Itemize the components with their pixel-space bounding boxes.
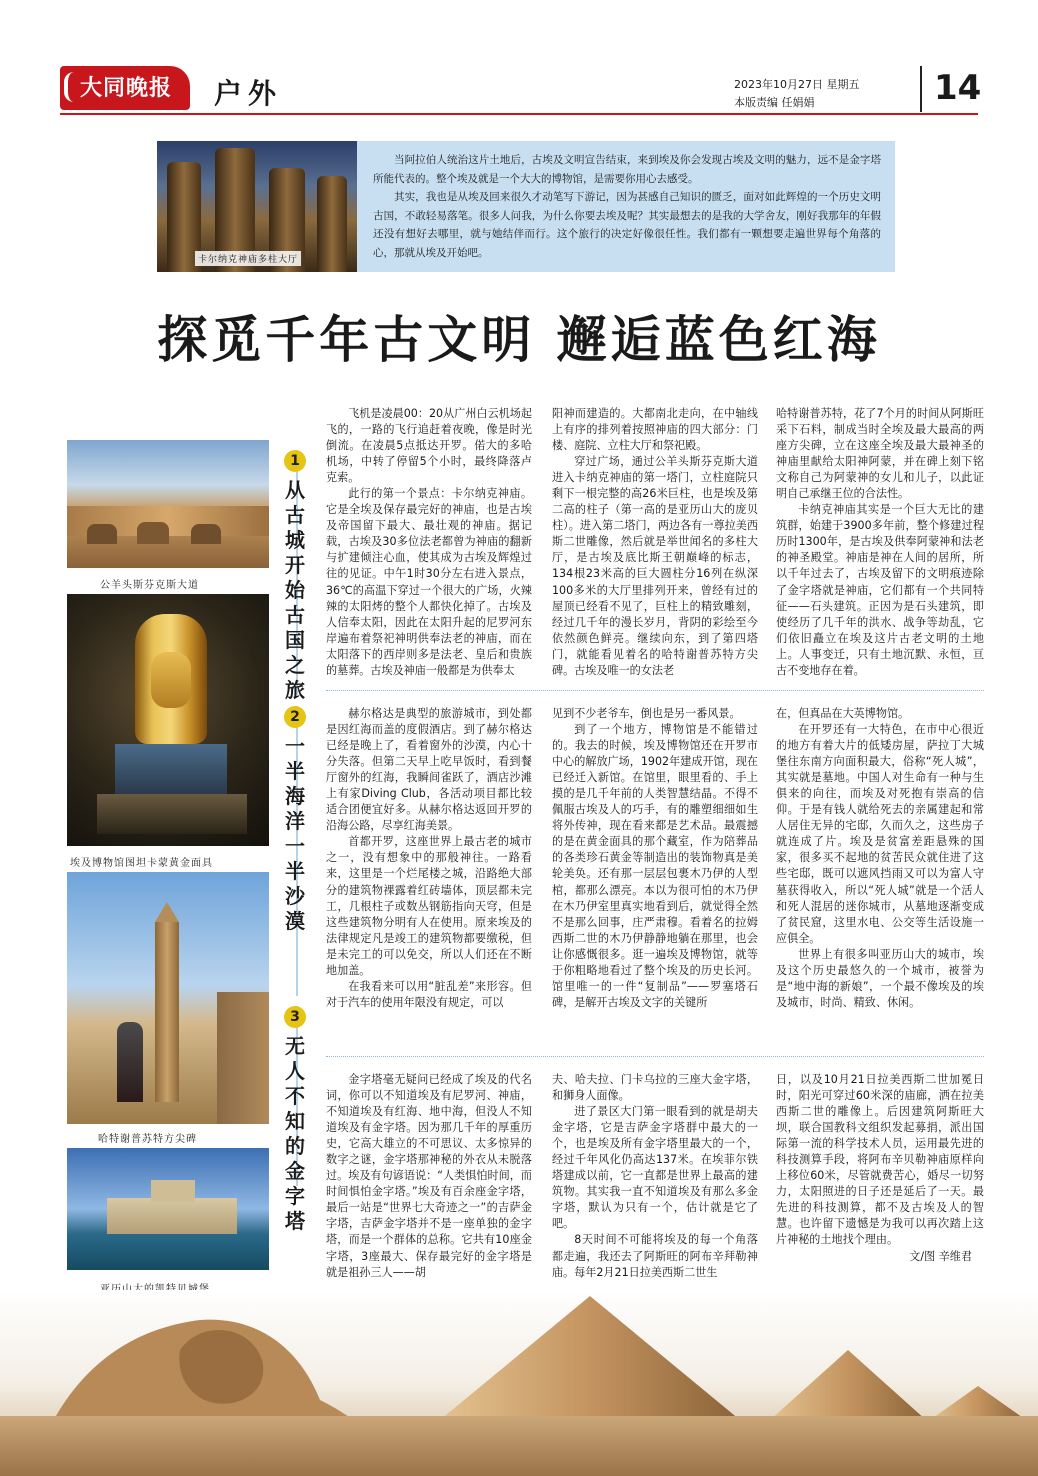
intro-paragraph: 其实，我也是从埃及回来很久才动笔写下游记，因为甚感自己知识的匮乏，面对如此辉煌的一个历史文明古国，不敢轻易落笔。很多人问我，为什么你要去埃及呢？其实最想去的是我的大学舍友，刚好我那年的年假还没有想好去哪里，就与她结伴而行。这个旅行的决定好像很任性。我们都有一颗想要走遍世界每个角落的心，那就从埃及开始吧。	[373, 191, 881, 259]
paragraph: 进了景区大门第一眼看到的就是胡夫金字塔，它是吉萨金字塔群中最大的一个，也是埃及所有金字塔里最大的一个，经过千年风化仍高达137米。在埃菲尔铁塔建成以前，它一直都是世界上最高的建筑物。其实我一直不知道埃及有那么多金字塔，默认为只有一个，估计就是它了吧。	[552, 1105, 758, 1231]
paragraph: 日，以及10月21日拉美西斯二世加冕日时，阳光可穿过60米深的庙廊，洒在拉美西斯二世的雕像上。后因建筑阿斯旺大坝，联合国教科文组织发起募捐，派出国际第一流的科学技术人员，运用最先进的科技测算手段，将阿布辛贝勒神庙原样向上移位60米，尽管就费苦心，婚尽一切努力，太阳照进的日子还是延后了一天。最先进的科技测算，都不及古埃及人的智慧。也许留下遗憾是为我可以再次踏上这片神秘的土地找个理由。	[776, 1073, 984, 1247]
article-column	[552, 706, 758, 1011]
section-heading: 从古城开始古国之旅	[285, 478, 305, 702]
article-column	[552, 1072, 758, 1281]
desert-ground	[0, 1416, 1038, 1476]
intro-paragraph: 当阿拉伯人统治这片土地后，古埃及文明宣告结束，来到埃及你会发现古埃及文明的魅力，远不是金字塔所能代表的。整个埃及就是一个大大的博物馆，是需要你用心去感受。	[373, 154, 881, 185]
paragraph: 首都开罗，这座世界上最古老的城市之一，没有想象中的那般神往。一路看来，这里是一个烂尾楼之城，沿路绝大部分的建筑物裸露着红砖墙体，顶层都未完工，几根柱子或数丛钢筋指向天穹，但是这些建筑物分明有人在使用。原来埃及的法律规定凡是竣工的建筑物都要缴税，但是未完工的可以免交，所以人们还在不断地加盖。	[326, 835, 532, 977]
intro-photo-caption: 卡尔纳克神庙多柱大厅	[195, 251, 301, 266]
photo-caption: 公羊头斯芬克斯大道	[100, 580, 199, 591]
paragraph: 金字塔毫无疑问已经成了埃及的代名词，你可以不知道埃及有尼罗河、神庙，不知道埃及有红海、地中海，但没人不知道埃及有金字塔。因为那几千年的厚重历史，它高大雄立的不可思议、太多惊异的数字之谜，金字塔那神秘的外衣从未脱落过。埃及有句谚语说：“人类惧怕时间，而时间惧怕金字塔。”埃及有百余座金字塔，最后一站是“世界七大奇迹之一”的吉萨金字塔，吉萨金字塔并不是一座单独的金字塔，而是一个群体的总称。它共有10座金字塔，3座最大、保存最完好的金字塔是就是祖孙三人——胡	[326, 1073, 532, 1279]
golden-mask-photo	[67, 594, 269, 846]
article-column	[776, 406, 984, 679]
paragraph: 在，但真品在大英博物馆。	[776, 707, 910, 720]
obelisk-photo	[67, 872, 269, 1124]
section-divider	[326, 690, 984, 691]
headline: 探觅千年古文明 邂逅蓝色红海	[157, 310, 881, 369]
photo-caption: 哈特谢普苏特方尖碑	[98, 1134, 197, 1145]
header-divider	[920, 66, 922, 112]
intro-box	[357, 141, 895, 272]
paragraph: 卡纳克神庙其实是一个巨大无比的建筑群，始建于3900多年前，整个修建过程历时1300年，是古埃及供奉阿蒙神和法老的神圣殿堂。神庙是神在人间的居所，所以千年过去了，古埃及留下的文明痕迹除了金字塔就是神庙，它们都有一个共同特征——石头建筑。正因为是石头建筑，即使经历了几千年的洪水、战争等劫乱，它们依旧矗立在埃及这片古老文明的土地上。人事变迁，只有土地沉默、永恒，亘古不变地存在着。	[776, 503, 984, 677]
date-info	[734, 76, 860, 112]
paragraph: 此行的第一个景点：卡尔纳克神庙。它是全埃及保存最完好的神庙，也是古埃及帝国留下最大、最壮观的神庙。据记载，古埃及30多位法老都曾为神庙的翻新与扩建倾注心血，使其成为古埃及辉煌过往的见证。中午1时30分左右进入景点，36℃的高温下穿过一个很大的广场，火辣辣的太阳烤的整个人都快化掉了。古埃及人信奉太阳，因此在太阳升起的尼罗河东岸遍布着祭祀神明供奉法老的神庙，而在太阳落下的西岸则多是法老、皇后和贵族的墓葬。古埃及神庙一般都是为供奉太	[326, 487, 532, 677]
paragraph: 在开罗还有一大特色，在市中心很近的地方有着大片的低矮房屋，萨拉丁大城堡往东南方向面积最大，俗称“死人城”，其实就是墓地。中国人对生命有一种与生俱来的向往，而埃及对死抱有崇高的信仰。于是有钱人就给死去的亲属建起和常人居住无异的宅邸，久而久之，这些房子就连成了片。埃及是贫富差距悬殊的国家，很多买不起地的贫苦民众就住进了这些宅邸，既可以遮风挡雨又可以为富人守墓获得收入，所以“死人城”就是一个活人和死人混居的迷你城市，从墓地逐渐变成了贫民窟，这里水电、公交等生活设施一应俱全。	[776, 723, 984, 945]
article-column	[326, 1072, 532, 1281]
paragraph: 世界上有很多叫亚历山大的城市，埃及这个历史最悠久的一个城市，被誉为是“地中海的新娘”，一个最不像埃及的埃及城市，时尚、精致、休闲。	[776, 947, 984, 1009]
editor-credit: 本版责编 任娟娟	[734, 96, 815, 109]
paragraph: 到了一个地方，博物馆是不能错过的。我去的时候，埃及博物馆还在开罗市中心的解放广场，1902年建成开馆，现在已经迁入新馆。在馆里，眼里看的、手上摸的是几千年前的人类智慧结晶。不得不佩服古埃及人的巧手，有的雕塑细细如生将外传神，现在看来都是艺术品。最震撼的是在黄金面具的那个藏室，作为陪葬品的各类珍石黄金等制造出的装饰物真是美轮美奂。还有那一层层包裹木乃伊的人型棺，都那么漂亮。本以为很可怕的木乃伊在木乃伊室里真实地看到后，就觉得全然不是那么回事，庄严肃穆。看着名的拉姆西斯二世的木乃伊静静地躺在那里，也会让你感慨很多。逛一遍埃及博物馆，就等于你粗略地看过了整个埃及的历史长河。馆里唯一的一件“复制品”——罗塞塔石碑，是解开古埃及文字的关键所	[552, 723, 758, 1009]
paragraph: 阳神而建造的。大都南北走向，在中轴线上有序的排列着按照神庙的四大部分：门楼、庭院、立柱大厅和祭祀殿。	[552, 407, 758, 453]
section-title: 户外	[214, 77, 283, 110]
paragraph: 哈特谢普苏特，花了7个月的时间从阿斯旺采下石料，制成当时全埃及最大最高的两座方尖碑，立在这座全埃及最大最神圣的神庙里献给太阳神阿蒙，并在碑上刻下铭文称自己为阿蒙神的女儿和儿子，以此证明自己承继王位的合法性。	[776, 407, 984, 501]
section-number-badge: 2	[284, 706, 306, 728]
section-number-badge: 3	[284, 1006, 306, 1028]
article-column	[326, 706, 532, 1011]
paragraph: 8天时间不可能将埃及的每一个角落都走遍，我还去了阿斯旺的阿布辛拜勒神庙。每年2月21日拉美西斯二世生	[552, 1233, 758, 1279]
paragraph: 赫尔格达是典型的旅游城市，到处都是因红海而盖的度假酒店。到了赫尔格达已经是晚上了，看着窗外的沙漠，内心十分失落。但第二天早上吃早饭时，看到餐厅窗外的红海，我瞬间雀跃了，酒店沙滩上有家Diving Club，各活动项目都比较适合团便宜好多。从赫尔格达返回开罗的沿海公路，尽享红海美景。	[326, 707, 532, 833]
paragraph: 穿过广场，通过公羊头斯芬克斯大道进入卡纳克神庙的第一塔门，立柱庭院只剩下一根完整的高26米巨柱，也是埃及第二高的柱子（第一高的是亚历山大的庞贝柱）。进入第二塔门，两边各有一尊拉美西斯二世雕像，然后就是举世闻名的多柱大厅，是古埃及底比斯王朝巅峰的标志，134根23米高的巨大圆柱分16列在纵深100多米的大厅里排列开来，曾经有过的屋顶已经看不见了，巨柱上的精致雕刻，经过几千年的漫长岁月，背阴的彩绘至今依然颜色鲜亮。继续向东，到了第四塔门，就能看见着名的哈特谢普苏特方尖碑。古埃及唯一的女法老	[552, 455, 758, 677]
karnak-hall-photo	[157, 141, 357, 272]
author-byline: 文/图 辛维君	[909, 1249, 972, 1263]
pyramids-sphinx-photo	[0, 1290, 1038, 1476]
page-number: 14	[934, 68, 982, 108]
section-number-badge: 1	[284, 450, 306, 472]
article-column	[776, 706, 984, 1011]
article-column	[326, 406, 532, 679]
article-column	[776, 1072, 984, 1265]
issue-date: 2023年10月27日 星期五	[734, 78, 860, 91]
article-column	[552, 406, 758, 679]
ram-sphinx-avenue-photo	[67, 440, 269, 568]
photo-caption: 埃及博物馆图坦卡蒙黄金面具	[70, 858, 213, 869]
header-rule	[60, 113, 978, 115]
paragraph: 在我看来可以用“脏乱差”来形容。但对于汽车的使用年限没有规定，可以	[326, 979, 532, 1009]
masthead-logo	[60, 66, 190, 110]
section-divider	[326, 1056, 984, 1057]
section-heading: 无人不知的金字塔	[285, 1034, 305, 1233]
logo-swirl-icon	[64, 72, 76, 102]
paragraph: 飞机是凌晨00：20从广州白云机场起飞的，一路的飞行追赶着夜晚，像是时光倒流。在凌晨5点抵达开罗。偌大的多哈机场，中转了停留5个小时，最终降落卢克索。	[326, 407, 532, 485]
paragraph: 夫、哈夫拉、门卡乌拉的三座大金字塔，和狮身人面像。	[552, 1073, 758, 1103]
section-heading: 一半海洋一半沙漠	[285, 734, 305, 933]
qaitbay-citadel-photo	[67, 1148, 269, 1270]
paragraph: 见到不少老爷车，倒也是另一番风景。	[552, 707, 741, 720]
masthead-text: 大同晚报	[80, 75, 173, 101]
